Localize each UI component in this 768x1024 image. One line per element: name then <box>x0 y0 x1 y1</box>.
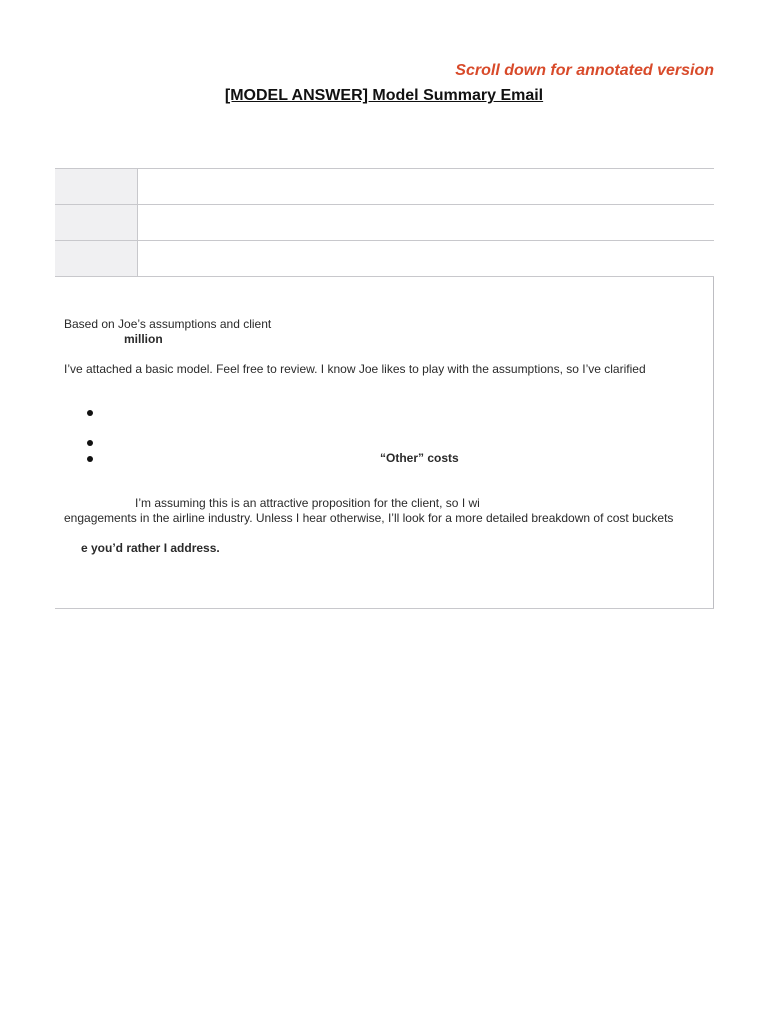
body-line-assumptions: Based on Joe’s assumptions and client <box>64 317 272 331</box>
body-line-million: million <box>124 332 163 346</box>
header-value-cell <box>138 241 715 277</box>
bullet-point <box>87 440 93 446</box>
bullet-point <box>87 456 93 462</box>
header-label-cell <box>55 241 138 277</box>
header-label-cell <box>55 205 138 241</box>
bullet-text-other-costs: “Other” costs <box>380 451 459 465</box>
header-label-cell <box>55 169 138 205</box>
body-line-attached-model: I’ve attached a basic model. Feel free to review. I know Joe likes to play with the assumptions, so I’ve clarified <box>64 362 646 376</box>
header-value-cell <box>138 205 715 241</box>
body-line-address: e you’d rather I address. <box>81 541 220 555</box>
body-line-engagements: engagements in the airline industry. Unless I hear otherwise, I’ll look for a more detailed breakdown of cost buckets <box>64 511 674 525</box>
email-header-table <box>55 168 714 277</box>
table-row <box>55 205 714 241</box>
scroll-down-note: Scroll down for annotated version <box>455 62 714 79</box>
header-value-cell <box>138 169 715 205</box>
table-row <box>55 169 714 205</box>
table-row <box>55 241 714 277</box>
bullet-point <box>87 410 93 416</box>
page-title-text: [MODEL ANSWER] Model Summary Email <box>224 87 544 104</box>
body-line-attractive-proposition: I’m assuming this is an attractive proposition for the client, so I wi <box>135 496 480 510</box>
page-title <box>0 87 768 105</box>
